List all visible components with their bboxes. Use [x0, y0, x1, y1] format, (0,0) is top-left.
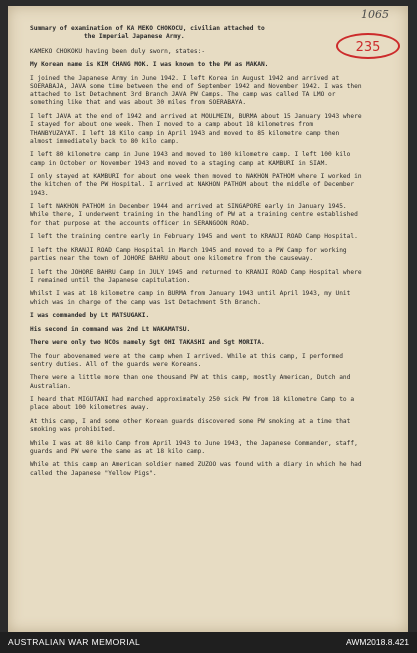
paragraph: I heard that MIGUTANI had marched approximately 250 sick PW from 18 kilometre Camp to a place about 100 kilometres away. [30, 396, 355, 412]
title-line-1: Summary of examination of KA MEKO CHOKOCU, civilian attached to [30, 25, 265, 32]
paragraph: While I was at 80 kilo Camp from April 1943 to June 1943, the Japanese Commander, staff, guards and PW were the same as at 18 kilo camp. [30, 439, 358, 455]
red-folio-stamp: 235 [336, 33, 400, 59]
institution-name: AUSTRALIAN WAR MEMORIAL [8, 637, 141, 647]
paragraph: At this camp, I and some other Korean guards discovered some PW smoking at a time that smoking was prohibited. [30, 417, 351, 434]
paragraph: I left the training centre early in February 1945 and went to KRANJI ROAD Camp Hospital. [30, 233, 358, 241]
accession-number: AWM2018.8.421 [346, 637, 409, 647]
paragraph: I left JAVA at the end of 1942 and arrived at MOULMEIN, BURMA about 15 January 1943 where I stayed for about one week. Then I moved to a camp about 18 kilometres from THANBYUZAYAT. I left 18 Kilo camp in April 1943 and moved to 85 kilometre camp then almost immediately back to 80 kilo camp. [30, 112, 362, 145]
paragraph: I left NAKHON PATHOM in December 1944 and arrived at SINGAPORE early in January 1945. While there, I underwent training in the handling of PW at a training centre established for that purpose at the accounts officer in SERANGOON ROAD. [30, 203, 358, 227]
footer-bar [0, 632, 417, 653]
paragraph: My Korean name is KIM CHANG MOK. I was known to the PW as MAKAN. [30, 61, 269, 69]
paragraph: I joined the Japanese Army in June 1942. I left Korea in August 1942 and arrived at SOERABAJA, JAVA some time between the end of September 1942 and November 1942. I was then attached to 1st Detachment 3rd Branch JAVA PW Camps. The camp was called TA LMO or something like that and was about 30 miles from SOERABAYA. [30, 74, 362, 107]
paragraph: I only stayed at KAMBURI for about one week then moved to NAKHON PATHOM where I worked in the kitchen of the PW Hospital. I arrived at NAKHON PATHOM about the middle of December 1943. [30, 173, 362, 197]
paragraph: I left 80 kilometre camp in June 1943 and moved to 100 kilometre camp. I left 100 kilo camp in October or November 1943 and moved to a staging camp at KAMBURI in SIAM. [30, 151, 351, 167]
paragraph: KAMEKO CHOKOKU having been duly sworn, states:- [30, 47, 206, 55]
paragraph: Whilst I was at 18 kilometre camp in BURMA from January 1943 until April 1943, my Unit which was in charge of the camp was 1st Detachment 5th Branch. [30, 290, 351, 306]
document-body [30, 25, 365, 483]
paragraph: While at this camp an American soldier named ZUZOO was found with a diary in which he had called the Japanese "Yellow Pigs". [30, 461, 362, 477]
paragraph: There were only two NCOs namely Sgt OHI TAKASHI and Sgt MORITA. [30, 339, 265, 347]
document-page [8, 6, 408, 632]
paragraph: I was commanded by Lt MATSUGAKI. [30, 312, 150, 320]
document-number: 1065 [361, 8, 389, 21]
paragraph: I left the JOHORE BAHRU Camp in JULY 1945 and returned to KRANJI ROAD Camp Hospital where I remained until the Japanese capitulation. [30, 268, 362, 284]
paragraph: His second in command was 2nd Lt WAKAMATSU. [30, 325, 191, 333]
paragraph: There were a little more than one thousand PW at this camp, mostly American, Dutch and Australian. [30, 374, 351, 390]
paragraph: The four abovenamed were at the camp when I arrived. While at this camp, I performed sentry duties. All of the guards were Koreans. [30, 352, 343, 368]
document-title [30, 25, 365, 42]
paragraph: I left the KRANJI ROAD Camp Hospital in March 1945 and moved to a PW Camp for working parties near the town of JOHORE BAHRU about one kilometre from the causeway. [30, 246, 347, 263]
title-line-2: the Imperial Japanese Army. [84, 33, 185, 41]
